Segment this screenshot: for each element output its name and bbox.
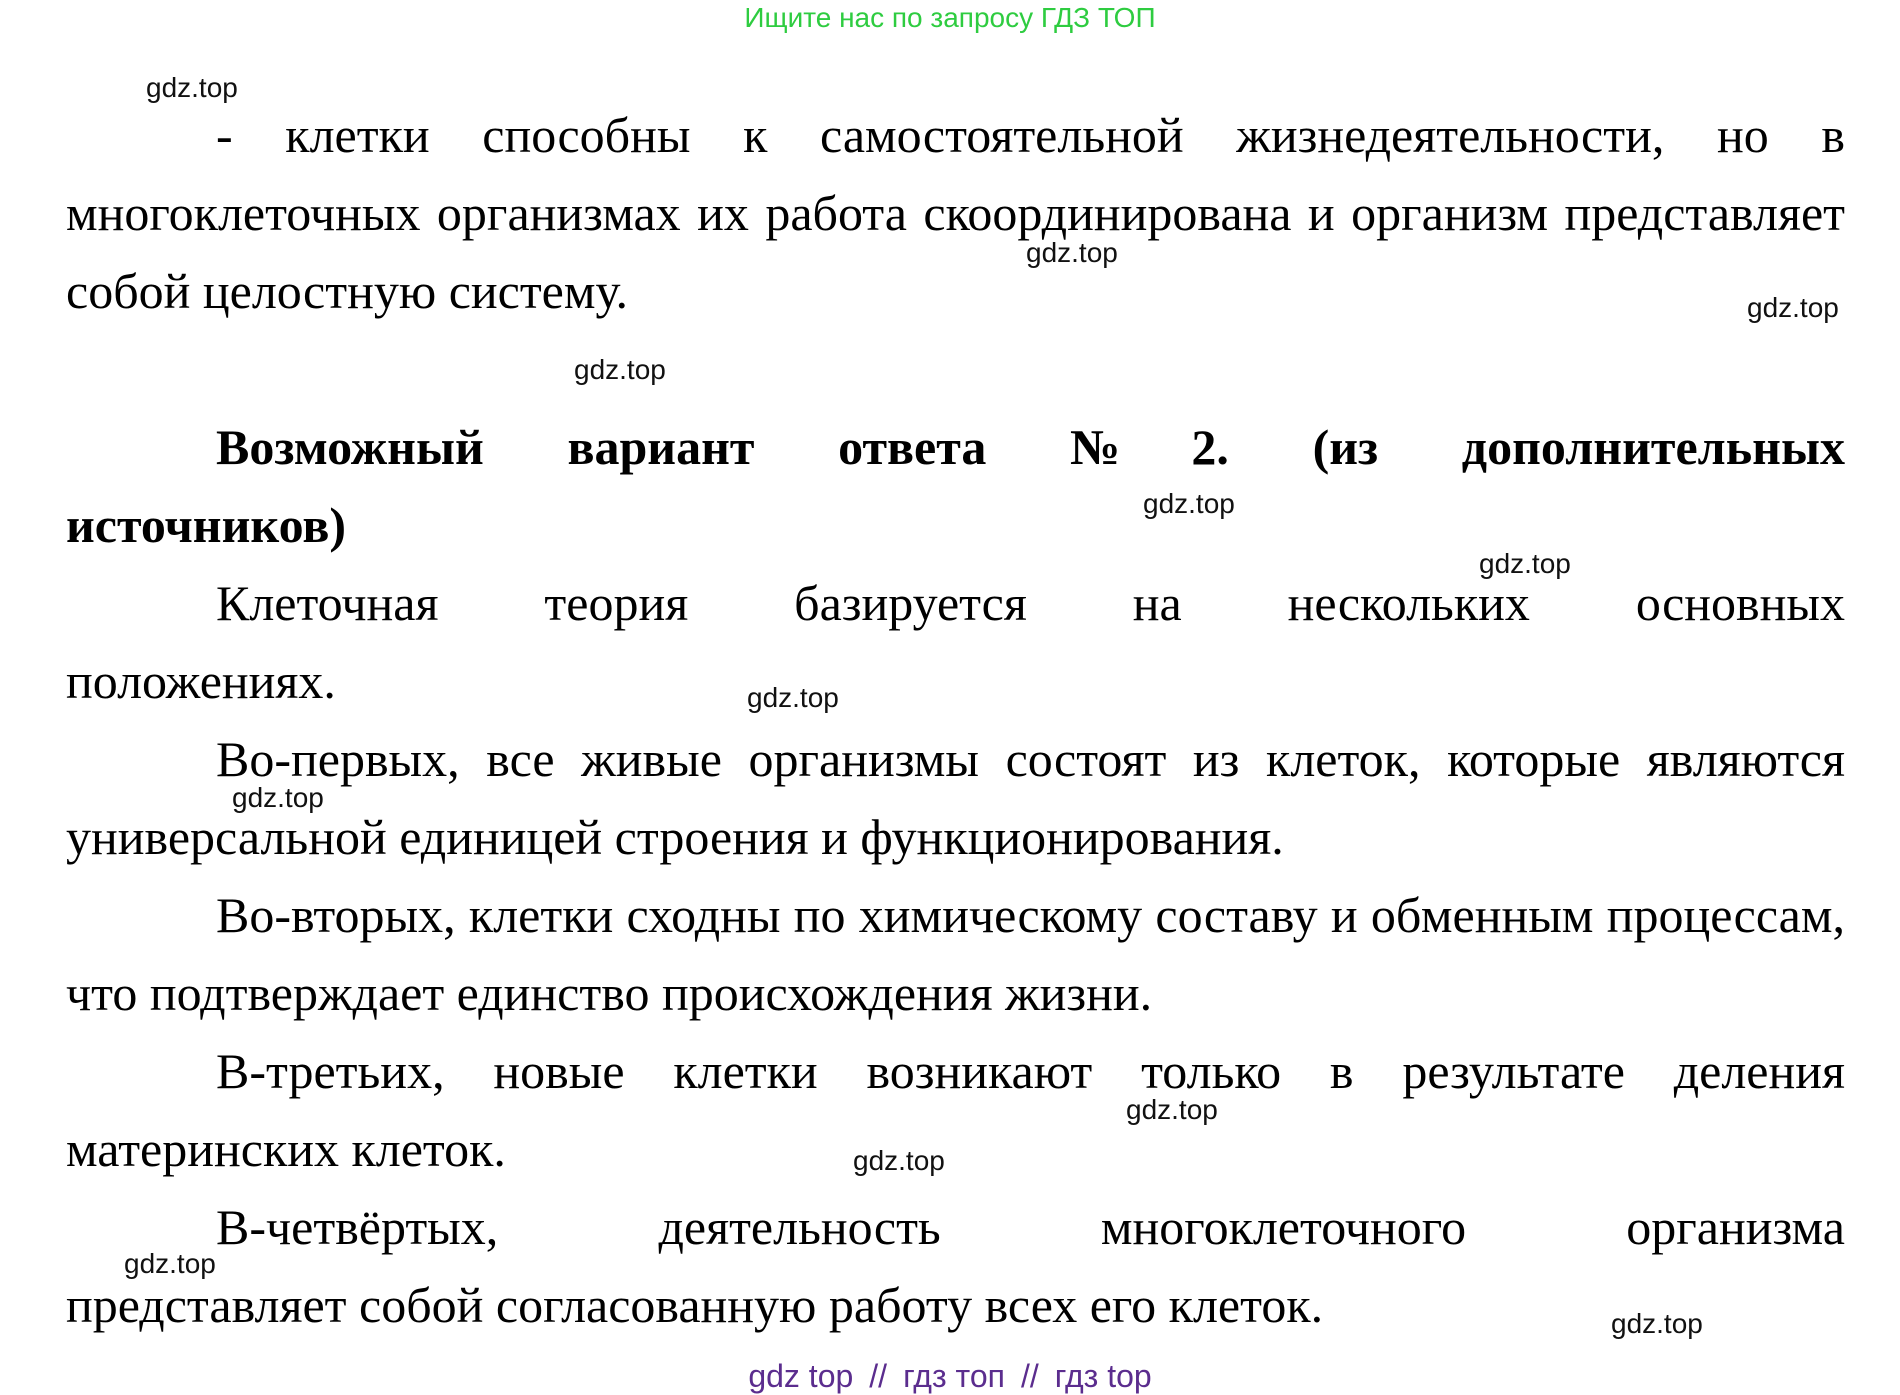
- paragraph-secondly: Во-вторых, клетки сходны по химическому составу и обменным процессам, что подтверждает единство происхождения жизни.: [66, 887, 1845, 1021]
- answer-variant-heading: [66, 408, 1845, 564]
- footer-link-gdz-top[interactable]: gdz top: [748, 1358, 854, 1394]
- paragraph-thirdly: В-третьих, новые клетки возникают только в результате деления материнских клеток.: [66, 1043, 1845, 1177]
- intro-line-1: Клеточная теория базируется на нескольких основных: [216, 575, 1845, 631]
- watermark: gdz.top: [124, 1248, 216, 1279]
- paragraph-fourthly: [66, 1188, 1845, 1344]
- paragraph-cells-activity: - клетки способны к самостоятельной жизнедеятельности, но в многоклеточных организмах их работа скоординирована и организм представляет собой целостную систему.: [66, 107, 1845, 319]
- paragraph-cell-theory-intro: [66, 564, 1845, 720]
- watermark: gdz.top: [574, 354, 666, 385]
- footer-separator: //: [869, 1358, 888, 1394]
- footer-link-gdz-top-mixed[interactable]: гдз top: [1054, 1358, 1152, 1394]
- footer-links: [0, 1358, 1900, 1394]
- intro-line-2: положениях.: [66, 653, 336, 709]
- watermark: gdz.top: [747, 682, 839, 713]
- fourthly-line-1: В-четвёртых, деятельность многоклеточного организма: [216, 1199, 1845, 1255]
- watermark: gdz.top: [1126, 1094, 1218, 1125]
- watermark: gdz.top: [232, 782, 324, 813]
- fourthly-line-2: представляет собой согласованную работу всех его клеток.: [66, 1277, 1324, 1333]
- watermark: gdz.top: [1611, 1308, 1703, 1339]
- watermark: gdz.top: [853, 1145, 945, 1176]
- watermark: gdz.top: [146, 72, 238, 103]
- footer-separator: //: [1020, 1358, 1039, 1394]
- heading-line-1: Возможный вариант ответа №2. (из дополнительных: [216, 419, 1845, 475]
- search-banner: Ищите нас по запросу ГДЗ ТОП: [744, 2, 1156, 33]
- heading-line-2: источников): [66, 497, 346, 553]
- paragraph-firstly: Во-первых, все живые организмы состоят из клеток, которые являются универсальной единицей строения и функционирования.: [66, 731, 1845, 865]
- watermark: gdz.top: [1143, 488, 1235, 519]
- watermark: gdz.top: [1026, 237, 1118, 268]
- watermark: gdz.top: [1479, 548, 1571, 579]
- watermark: gdz.top: [1747, 292, 1839, 323]
- footer-link-gdz-top-ru[interactable]: гдз топ: [903, 1358, 1005, 1394]
